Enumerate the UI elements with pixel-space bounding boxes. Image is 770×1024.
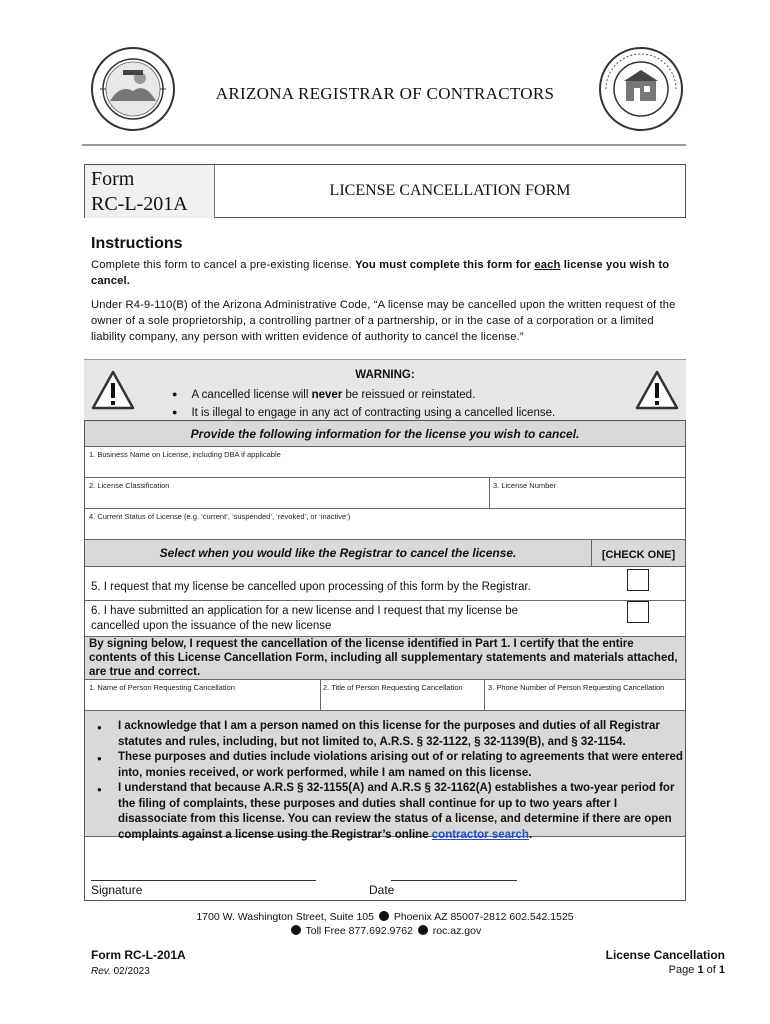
requester-name-field[interactable] [85,680,320,710]
warning-list [172,386,555,422]
signature-line[interactable] [91,880,316,881]
bullet-dot-icon [379,911,389,921]
contractor-search-link[interactable]: contractor search [431,828,529,841]
form-code [84,165,215,218]
agency-title: ARIZONA REGISTRAR OF CONTRACTORS [215,84,555,103]
warning-triangle-icon-right [634,369,680,411]
option-5-checkbox[interactable] [627,569,649,591]
footer-doc-title: License Cancellation [605,948,725,962]
certification-statement: By signing below, I request the cancellation of the license identified in Part 1. I certify that the entire contents of this License Cancellation Form, including all supplementary statements and materials attached, are true and correct. [85,637,685,680]
form-table [84,420,686,901]
footer-form-id: Form RC-L-201A [91,948,186,962]
header-divider [82,144,686,146]
website-link[interactable]: roc.az.gov [432,925,482,937]
requester-phone-field[interactable] [485,680,685,710]
form-code-line1: Form [91,168,135,190]
footer-page-number: Page 1 of 1 [668,964,725,976]
license-classification-field[interactable] [85,478,489,508]
license-status-field[interactable] [85,509,685,540]
form-header-box [84,164,686,218]
date-label: Date [369,883,395,897]
license-number-field[interactable] [490,478,685,508]
footer-contact-line: Toll Free 877.692.9762 roc.az.gov [0,924,770,939]
requester-phone-label: 3. Phone Number of Person Requesting Cancellation [488,683,665,692]
license-number-label: 3. License Number [493,481,556,490]
warning-box [84,359,686,420]
bullet-dot-icon [418,925,428,935]
option-5-label: 5. I request that my license be cancelled upon processing of this form by the Registrar. [91,581,531,593]
warning-title: WARNING: [355,369,415,381]
business-name-label: 1. Business Name on License, including DBA if applicable [89,450,281,459]
requester-row [85,680,685,711]
option-6-checkbox[interactable] [627,601,649,623]
footer-address-line: 1700 W. Washington Street, Suite 105 Phoenix AZ 85007-2812 602.542.1525 [196,911,574,923]
form-title: LICENSE CANCELLATION FORM [329,182,571,199]
date-line[interactable] [391,880,517,881]
instructions-paragraph-2: Under R4-9-110(B) of the Arizona Administrative Code, “A license may be cancelled upon the written request of the owner of a sole proprietorship, a controlling partner of a partnership, or in the case of a corporation or a limited liability company, any person with written evidence of authority to cancel the license.” [91,299,676,343]
acknowledgement-section [85,711,685,841]
instructions-paragraph-1: Complete this form to cancel a pre-existing license. You must complete this form for each license you wish to cancel. [91,259,670,287]
signature-label: Signature [91,883,143,897]
license-info-header [85,421,685,447]
option-6-row [85,601,685,637]
selection-title: Select when you would like the Registrar to cancel the license. [159,546,517,560]
license-status-label: 4. Current Status of License (e.g. ‘current’, ‘suspended’, ‘revoked’, or ‘inactive’) [89,512,351,521]
acknowledgement-list [85,719,685,843]
ack-item-1: ● I acknowledge that I am a person named on this license for the purposes and duties of all Registrar statutes and rules, including, but not limited to, A.R.S. § 32-1122, § 32-1139(B), and § 32-1154. [85,719,685,750]
option-6-label: 6. I have submitted an application for a new license and I request that my license be cancelled upon the issuance of the new license [91,605,519,632]
ack-item-2: ● These purposes and duties include violations arising out of or relating to agreements that were entered into, monies received, or work performed, while I am named on this license. [85,750,685,781]
requester-title-field[interactable] [321,680,484,710]
warning-item-1: ● A cancelled license will never be reissued or reinstated. [172,386,555,404]
signature-section [85,837,685,900]
check-one-label: [CHECK ONE] [601,549,676,561]
form-code-line2: RC-L-201A [91,193,188,215]
option-5-row [85,567,685,601]
warning-item-2: ● It is illegal to engage in any act of contracting using a cancelled license. [172,404,555,422]
business-name-field[interactable] [85,447,685,478]
license-class-row [85,478,685,509]
license-classification-label: 2. License Classification [89,481,170,490]
requester-name-label: 1. Name of Person Requesting Cancellation [89,683,235,692]
requester-title-label: 2. Title of Person Requesting Cancellation [323,683,463,692]
ack-item-3: ● I understand that because A.R.S § 32-1155(A) and A.R.S § 32-1162(A) establishes a two-year period for the filing of complaints, these purposes and duties shall continue for up to two years after I disassociate from this license. You can review the status of a license, and determine if there are open complaints against a license using the Registrar’s online contractor search. [85,781,685,843]
bullet-dot-icon [291,925,301,935]
license-info-title: Provide the following information for the license you wish to cancel. [190,427,580,441]
selection-header [85,540,685,567]
instructions-heading: Instructions [91,235,183,252]
footer-revision: Rev. 02/2023 [91,966,150,977]
